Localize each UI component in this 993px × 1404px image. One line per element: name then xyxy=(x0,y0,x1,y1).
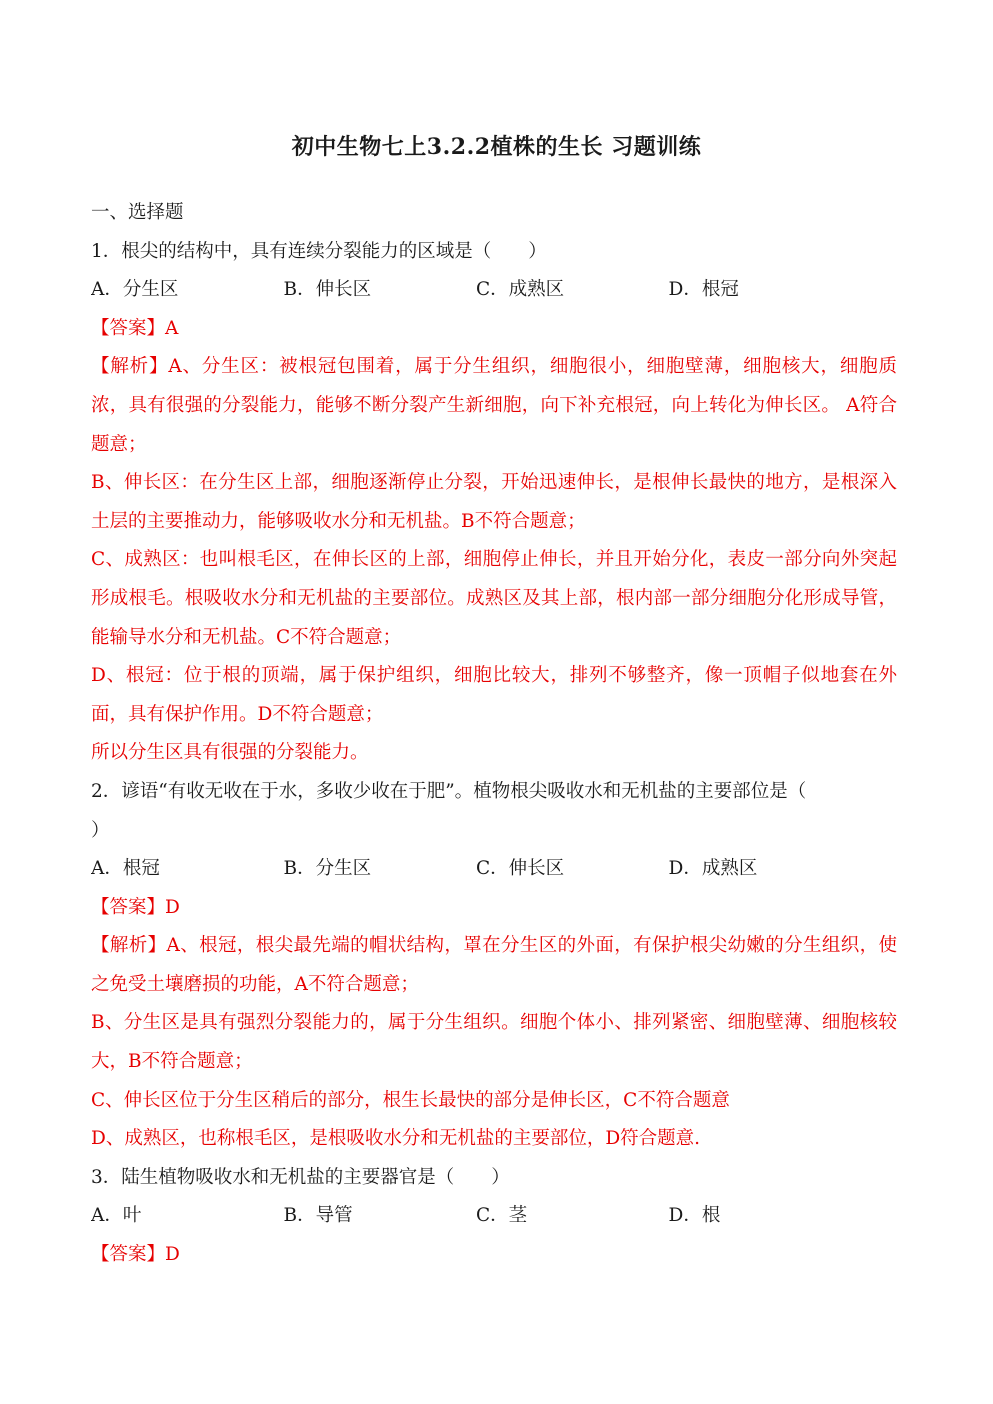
question-options xyxy=(91,271,897,310)
analysis-paragraph: 【解析】A、根冠，根尖最先端的帽状结构，罩在分生区的外面，有保护根尖幼嫩的分生组织，使之免受土壤磨损的功能，A不符合题意； xyxy=(91,935,897,995)
option-a: A．根冠 xyxy=(91,858,160,880)
content xyxy=(91,194,897,1275)
option-a: A．分生区 xyxy=(91,279,179,301)
option-d: D．成熟区 xyxy=(668,858,758,880)
question-stem: 1．根尖的结构中，具有连续分裂能力的区域是（ ） xyxy=(91,240,547,262)
option-c: C．伸长区 xyxy=(476,858,565,880)
question-stem-continued: ） xyxy=(91,819,110,841)
option-c: C．成熟区 xyxy=(476,279,565,301)
option-b: B．导管 xyxy=(283,1205,353,1227)
analysis-paragraph: C、伸长区位于分生区稍后的部分，根生长最快的部分是伸长区，C不符合题意 xyxy=(91,1089,730,1111)
option-b: B．分生区 xyxy=(283,858,372,880)
analysis-paragraph: D、根冠：位于根的顶端，属于保护组织，细胞比较大，排列不够整齐，像一顶帽子似地套在外面，具有保护作用。D不符合题意； xyxy=(91,665,897,725)
option-b: B．伸长区 xyxy=(283,279,372,301)
option-d: D．根 xyxy=(668,1205,721,1227)
option-a: A．叶 xyxy=(91,1205,142,1227)
analysis-paragraph: 【解析】A、分生区：被根冠包围着，属于分生组织，细胞很小，细胞壁薄，细胞核大，细胞质浓，具有很强的分裂能力，能够不断分裂产生新细胞，向下补充根冠，向上转化为伸长区。 A符合题意； xyxy=(91,356,897,455)
question-3 xyxy=(91,1159,897,1275)
option-d: D．根冠 xyxy=(668,279,739,301)
answer-line: 【答案】D xyxy=(91,896,180,918)
question-options xyxy=(91,850,897,889)
answer-line: 【答案】A xyxy=(91,317,179,339)
page-title: 初中生物七上3.2.2植株的生长 习题训练 xyxy=(291,134,702,160)
analysis-paragraph: D、成熟区，也称根毛区，是根吸收水分和无机盐的主要部位，D符合题意. xyxy=(91,1128,701,1150)
answer-line: 【答案】D xyxy=(91,1244,180,1266)
question-1 xyxy=(91,233,897,773)
question-stem: 3．陆生植物吸收水和无机盐的主要器官是（ ） xyxy=(91,1166,510,1188)
analysis-paragraph: 所以分生区具有很强的分裂能力。 xyxy=(91,742,369,764)
analysis-paragraph: B、伸长区：在分生区上部，细胞逐渐停止分裂，开始迅速伸长，是根伸长最快的地方，是根深入土层的主要推动力，能够吸收水分和无机盐。B不符合题意； xyxy=(91,472,897,532)
section-heading: 一、选择题 xyxy=(91,202,184,223)
analysis-paragraph: C、成熟区：也叫根毛区，在伸长区的上部，细胞停止伸长，并且开始分化，表皮一部分向外突起形成根毛。根吸收水分和无机盐的主要部位。成熟区及其上部，根内部一部分细胞分化形成导管，能输导水分和无机盐。C不符合题意； xyxy=(91,549,897,648)
analysis-paragraph: B、分生区是具有强烈分裂能力的，属于分生组织。细胞个体小、排列紧密、细胞壁薄、细胞核较大，B不符合题意； xyxy=(91,1012,897,1073)
question-options xyxy=(91,1197,897,1236)
question-stem: 2．谚语“有收无收在于水，多收少收在于肥”。植物根尖吸收水和无机盐的主要部位是（ xyxy=(91,780,807,802)
question-2 xyxy=(91,773,897,1159)
option-c: C．茎 xyxy=(476,1205,528,1227)
